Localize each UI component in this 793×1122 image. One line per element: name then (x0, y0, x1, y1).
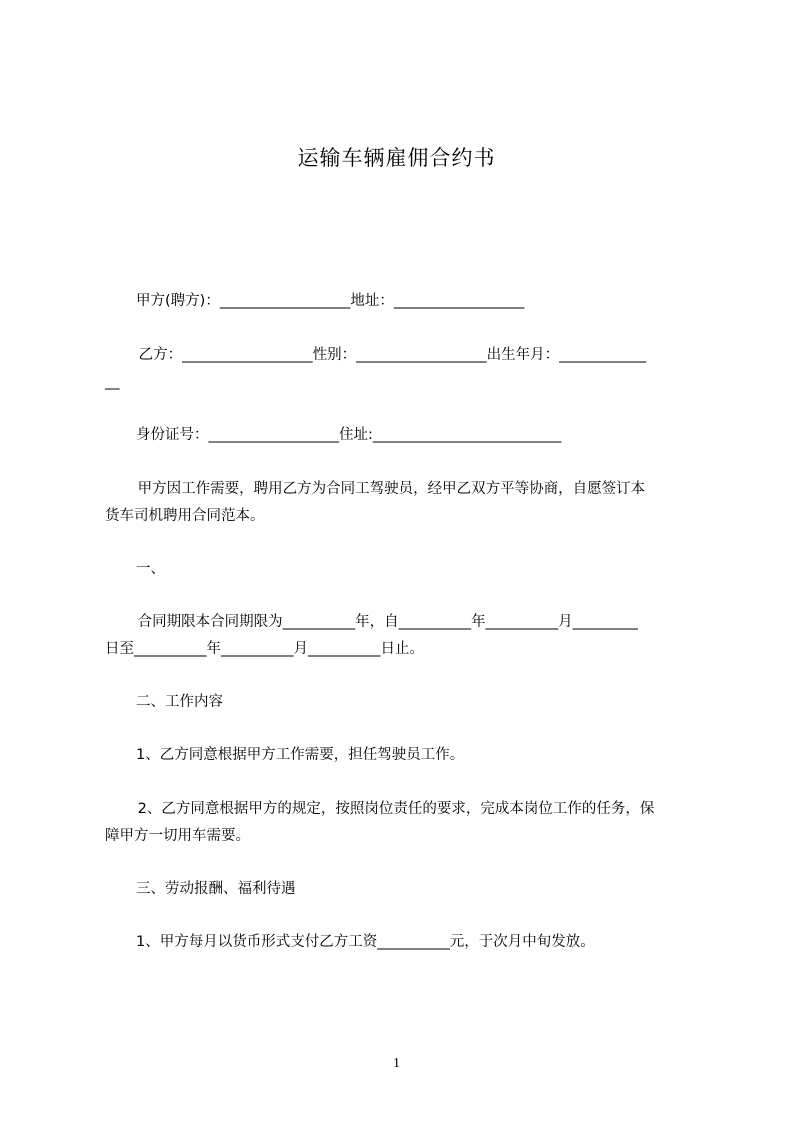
page-number: 1 (393, 1056, 400, 1071)
id-number-line: 身份证号：__________________住址:__________________________ (136, 427, 562, 443)
contract-term-line-1: 合同期限本合同期限为__________年，自__________年__________月_________ (133, 614, 638, 630)
preamble-line-2: 货车司机聘用合同范本。 (105, 508, 265, 524)
compensation-item-1: 1、甲方每月以货币形式支付乙方工资__________元，于次月中旬发放。 (136, 934, 595, 950)
work-content-item-1: 1、乙方同意根据甲方工作需要，担任驾驶员工作。 (136, 747, 465, 763)
party-b-line-continued: __ (105, 374, 120, 390)
document-title: 运输车辆雇佣合约书 (297, 146, 496, 170)
party-a-line: 甲方(聘方)：__________________地址：__________________ (136, 293, 525, 309)
preamble-line-1: 甲方因工作需要，聘用乙方为合同工驾驶员，经甲乙双方平等协商，自愿签订本 (133, 481, 646, 497)
section-one-heading: 一、 (136, 561, 165, 577)
party-b-line: 乙方：__________________性别：__________________出生年月：____________ (134, 347, 647, 363)
section-two-heading: 二、工作内容 (136, 694, 223, 710)
work-content-item-2-line-2: 障甲方一切用车需要。 (105, 828, 250, 844)
contract-term-line-2: 日至__________年__________月__________日止。 (105, 641, 424, 657)
work-content-item-2-line-1: 2、乙方同意根据甲方的规定，按照岗位责任的要求，完成本岗位工作的任务，保 (133, 801, 655, 817)
section-three-heading: 三、劳动报酬、福利待遇 (136, 881, 296, 897)
